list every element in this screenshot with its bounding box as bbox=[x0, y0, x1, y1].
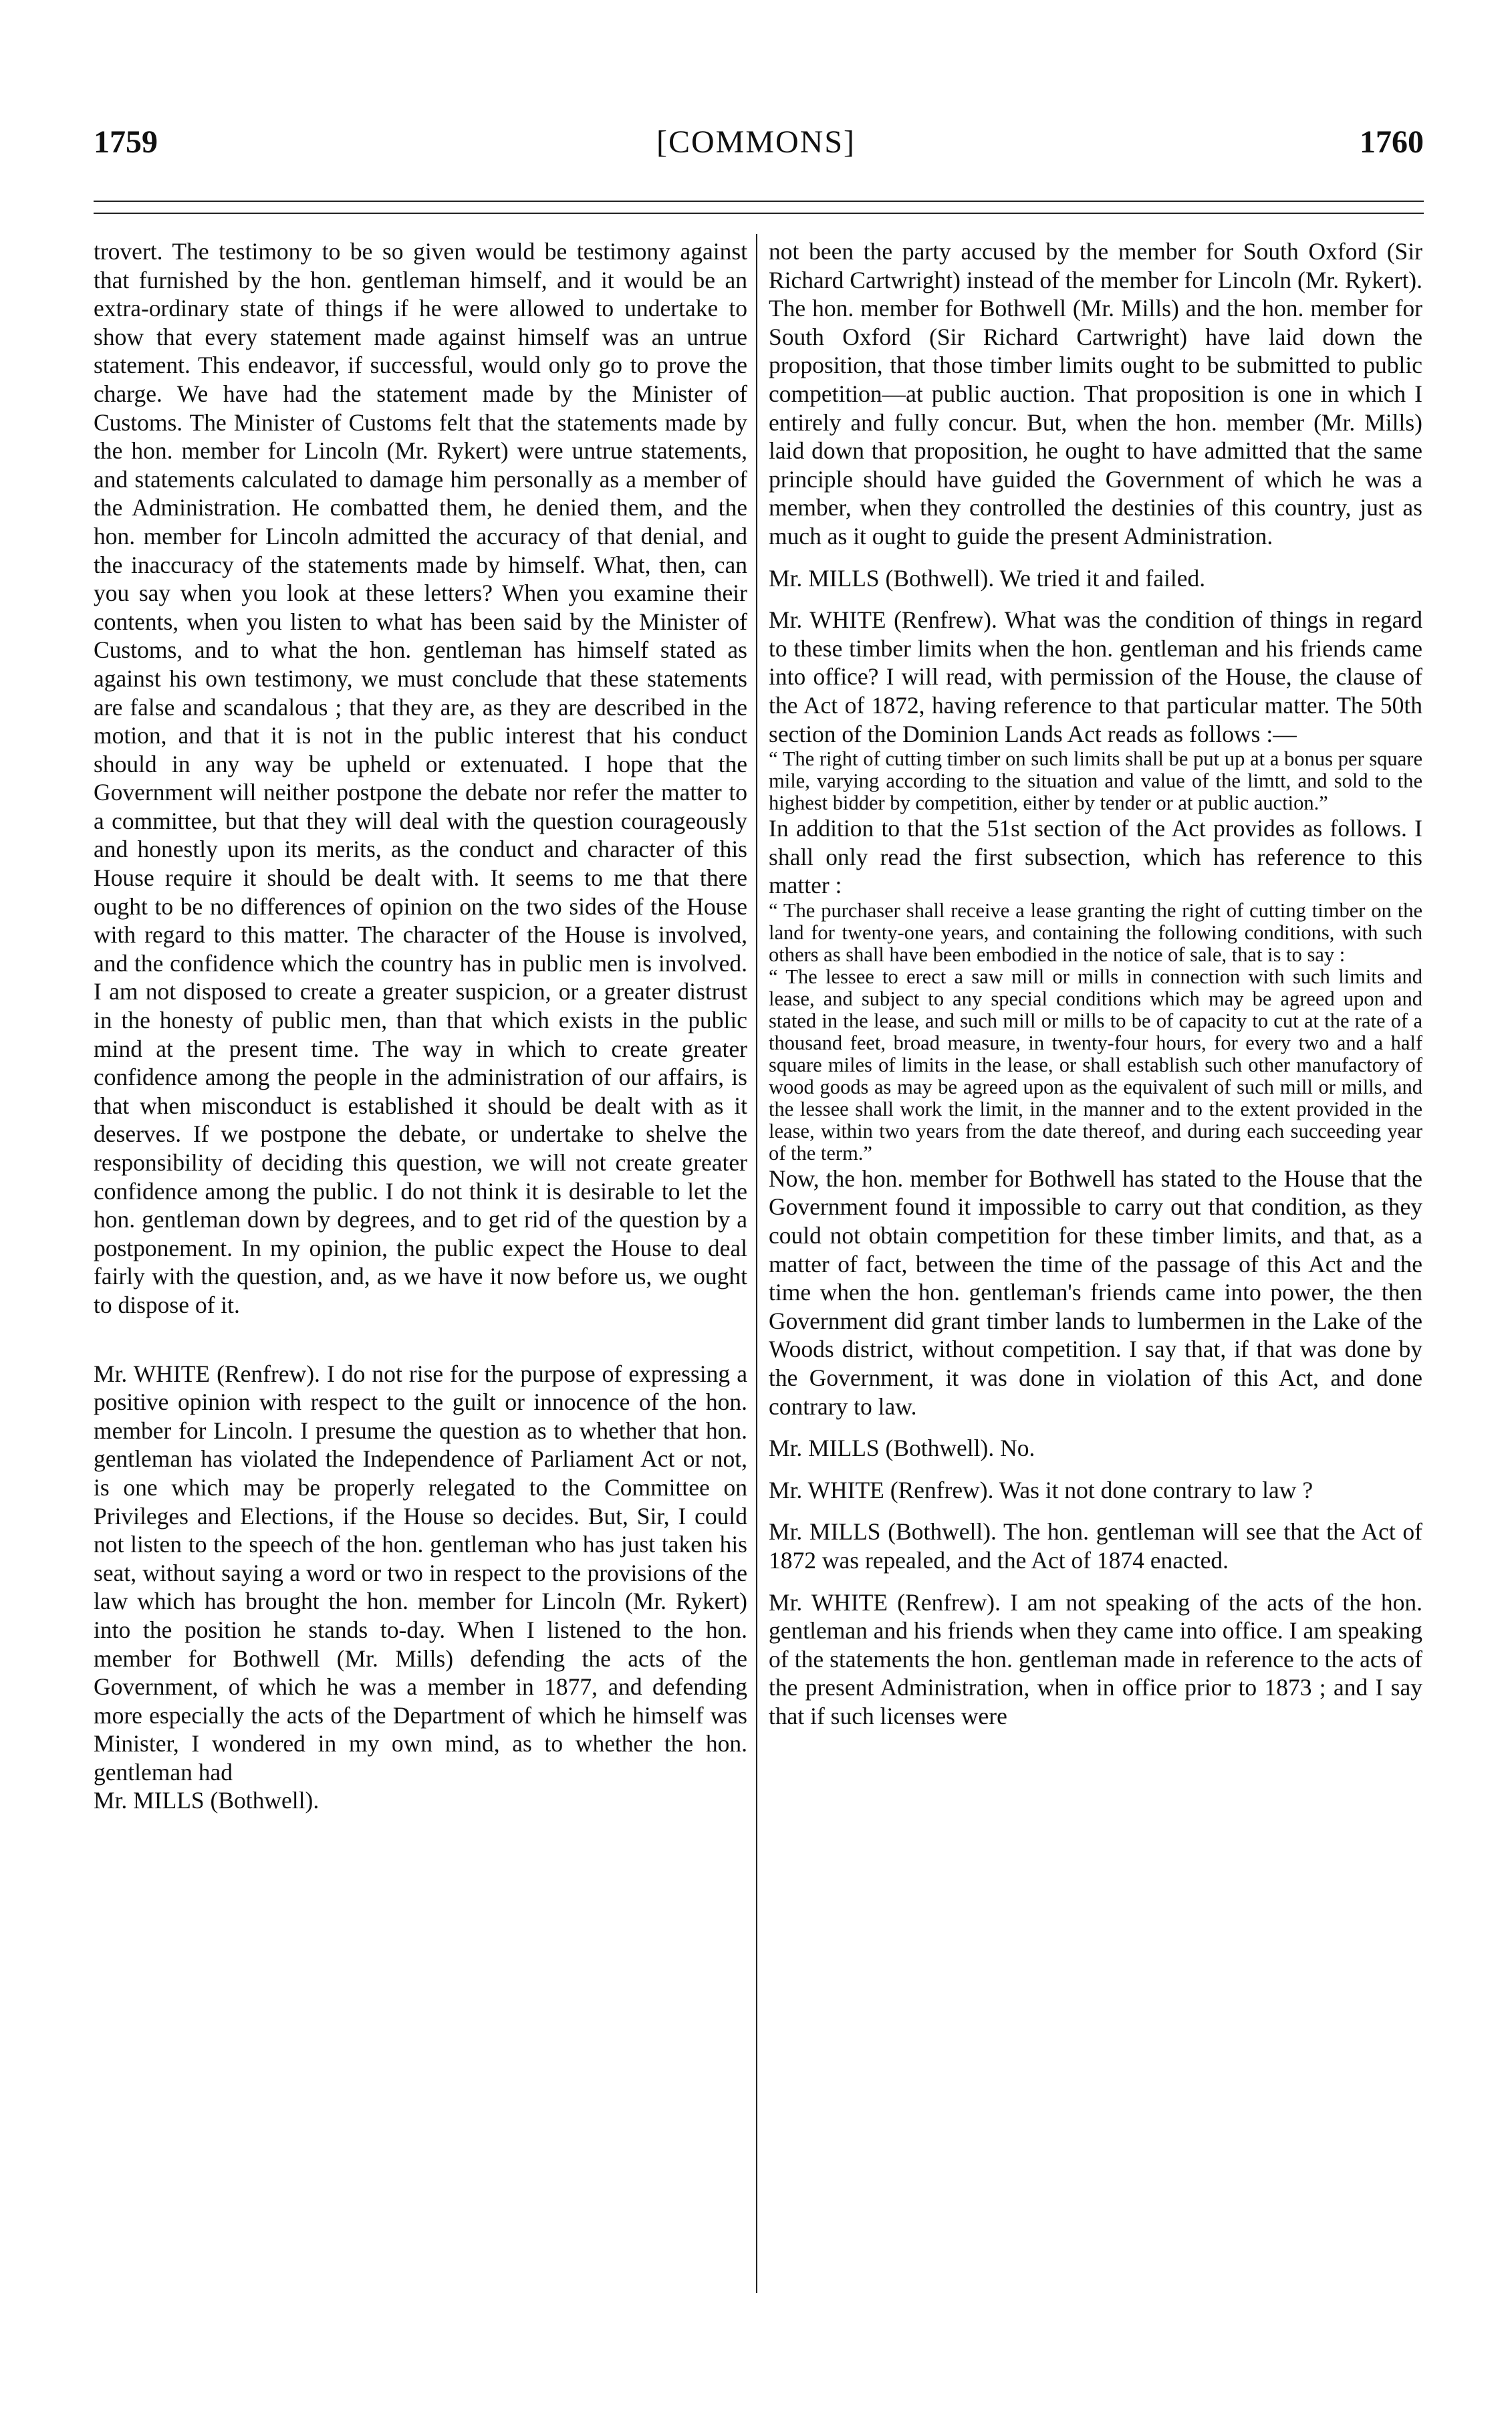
left-paragraph-2: Mr. WHITE (Renfrew). I do not rise for the purpose of expressing a positive opinion with respect to the guilt or innocence of the hon. member for Lincoln. I presume the question as to whether that hon. gentleman has violated the Independence of Parliament Act or not, is one which may be properly relegated to the Committee on Privileges and Elections, if the House so decides. But, Sir, I could not listen to the speech of the hon. gentleman who has just taken his seat, without saying a word or two in respect to the provisions of the law which has brought the hon. member for Lincoln (Mr. Rykert) into the position he stands to-day. When I listened to the hon. member for Bothwell (Mr. Mills) defending the acts of the Government, of which he was a member in 1877, and defending more especially the acts of the Department of which he himself was Minister, I wondered in my own mind, as to whether the hon. gentleman had bbox=[94, 1360, 747, 1786]
right-column bbox=[769, 237, 1422, 2310]
block-quote-50th-section: “ The right of cutting timber on such limits shall be put up at a bonus per square mile, varying according to the situation and value of the limtt, and sold to the highest bidder by competition, either by tender or at public auction.” bbox=[769, 747, 1422, 815]
left-paragraph-1: trovert. The testimony to be so given would be testimony against that furnished by the hon. gentleman himself, and it would be an extra-ordinary state of things if he were allowed to undertake to show that every statement made against himself was an untrue statement. This endeavor, if successful, would only go to prove the charge. We have had the statement made by the Minister of Customs. The Minister of Customs felt that the statements made by the hon. member for Lincoln (Mr. Rykert) were untrue statements, and statements calculated to damage him personally as a member of the Administration. He combatted them, he denied them, and the hon. member for Lincoln admitted the accuracy of that denial, and the inaccuracy of the statements made by himself. What, then, can you say when you look at these letters? When you examine their contents, when you listen to what has been said by the Minister of Customs, and to what the hon. gentleman has himself stated as against his own testimony, we must conclude that these statements are false and scandalous ; that they are, as they are described in the motion, and that it is not in the public interest that his conduct should in any way be upheld or extenuated. I hope that the Government will neither postpone the debate nor refer the matter to a committee, but that they will deal with the question courageously and honestly upon its merits, as the conduct and character of this House require it should be dealt with. It seems to me that there ought to be no differences of opinion on the two sides of the House with regard to this matter. The character of the House is involved, and the confidence which the country has in public men is involved. I am not disposed to create a greater suspicion, or a greater distrust in the honesty of public men, than that which exists in the public mind at the present time. The way in which to create greater confidence among the people in the administration of our affairs, is that when misconduct is established it should be dealt with as it deserves. If we postpone the debate, or undertake to shelve the responsibility of deciding this question, we will not create greater confidence among the public. I do not think it is desirable to let the hon. gentleman down by degrees, and to get rid of the question by a postponement. In my opinion, the public expect the House to deal fairly with the question, and, as we have it now before us, we ought to dispose of it. bbox=[94, 238, 747, 1318]
right-paragraph-3: Mr. WHITE (Renfrew). What was the condition of things in regard to these timber limits when the hon. gentleman and his friends came into office? I will read, with permission of the House, the clause of the Act of 1872, having reference to that particular matter. The 50th section of the Dominion Lands Act reads as follows :— bbox=[769, 606, 1422, 747]
right-paragraph-8: Mr. MILLS (Bothwell). The hon. gentleman will see that the Act of 1872 was repealed, and the Act of 1874 enacted. bbox=[769, 1518, 1422, 1574]
left-page-number: 1759 bbox=[94, 124, 158, 160]
right-paragraph-5: Now, the hon. member for Bothwell has stated to the House that the Government found it impossible to carry out that condition, as they could not obtain competition for these timber limits, and that, as a matter of fact, between the time of the passage of this Act and the time when the hon. gentleman's friends came into power, the then Government did grant timber lands to lumbermen in the Lake of the Woods district, without competition. I say that, if that was done by the Government, it was done in violation of this Act, and done contrary to law. bbox=[769, 1165, 1422, 1420]
right-paragraph-2: Mr. MILLS (Bothwell). We tried it and failed. bbox=[769, 564, 1206, 592]
header-rule-top bbox=[94, 201, 1424, 202]
right-paragraph-9: Mr. WHITE (Renfrew). I am not speaking of the acts of the hon. gentleman and his friends when they came into office. I am speaking of the statements the hon. gentleman made in reference to the acts of the present Administration, when in office prior to 1873 ; and I say that if such licenses were bbox=[769, 1588, 1422, 1729]
right-paragraph-1: not been the party accused by the member for South Oxford (Sir Richard Cartwright) instead of the member for Lincoln (Mr. Rykert). The hon. member for Bothwell (Mr. Mills) and the hon. member for South Oxford (Sir Richard Cartwright) have laid down the proposition, that those timber limits ought to be submitted to public competition—at public auction. That proposition is one in which I entirely and fully concur. But, when the hon. member (Mr. Mills) laid down that proposition, he ought to have admitted that the same principle should have guided the Government of which he was a member, when they controlled the destinies of this country, just as much as it ought to guide the present Administration. bbox=[769, 238, 1422, 550]
header-rule-bottom bbox=[94, 213, 1424, 214]
left-column bbox=[94, 237, 747, 2310]
right-paragraph-7: Mr. WHITE (Renfrew). Was it not done contrary to law ? bbox=[769, 1476, 1313, 1503]
running-header-title: [COMMONS] bbox=[656, 124, 856, 160]
block-quote-51st-section-a: “ The purchaser shall receive a lease granting the right of cutting timber on the land for twenty-one years, and containing the following conditions, with such others as shall have been embodied in the notice of sale, that is to say : bbox=[769, 898, 1422, 966]
right-paragraph-6: Mr. MILLS (Bothwell). No. bbox=[769, 1435, 1035, 1462]
catchword: Mr. MILLS (Bothwell). bbox=[94, 1787, 320, 1814]
right-page-number: 1760 bbox=[1360, 124, 1424, 160]
block-quote-51st-section-b: “ The lessee to erect a saw mill or mills in connection with such limits and lease, and subject to any special conditions which may be agreed upon and stated in the lease, and such mill or mills to be of capacity to cut at the rate of a thousand feet, broad measure, in twenty-four hours, for every two and a half square miles of limits in the lease, or shall establish such other manufactory of wood goods as may be agreed upon as the equivalent of such mill or mills, and the lessee shall work the limit, in the manner and to the extent provided in the lease, within two years from the date thereof, and during each succeeding year of the term.” bbox=[769, 965, 1422, 1165]
right-paragraph-4: In addition to that the 51st section of the Act provides as follows. I shall only read the first subsection, which has reference to this matter : bbox=[769, 815, 1422, 899]
column-divider bbox=[756, 234, 757, 2293]
